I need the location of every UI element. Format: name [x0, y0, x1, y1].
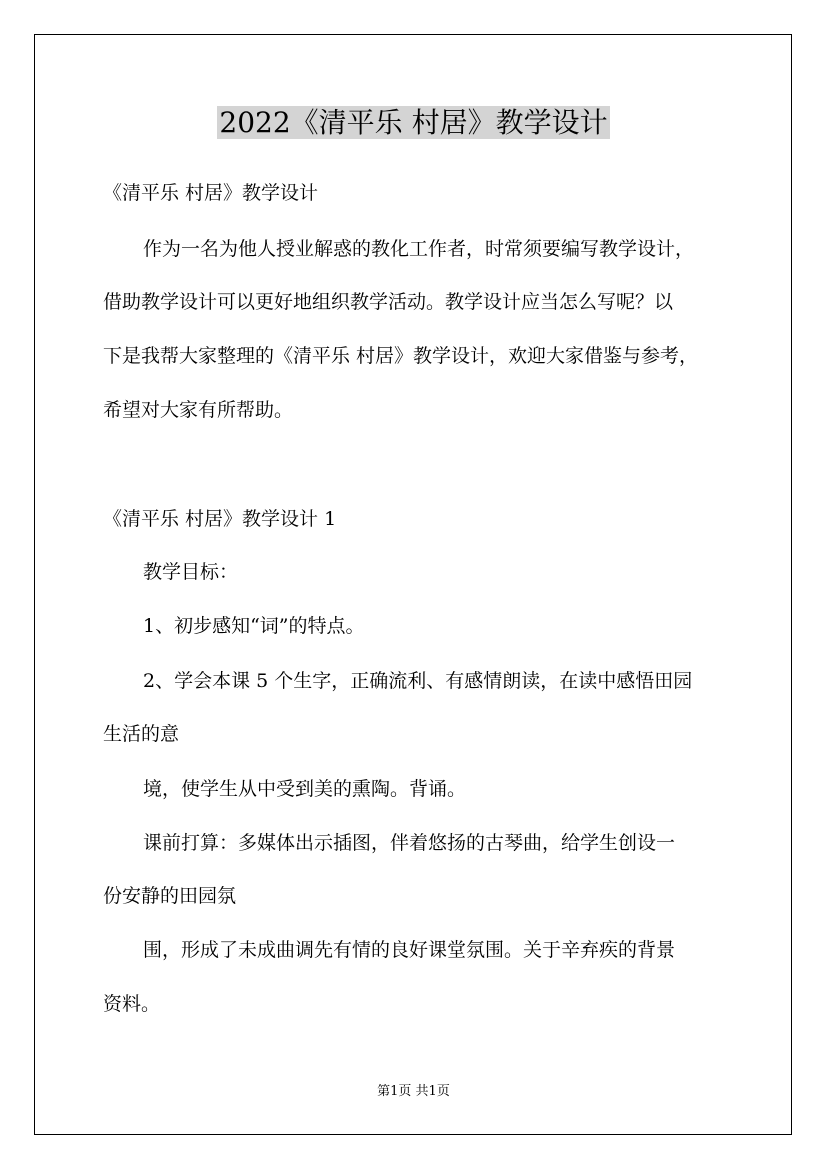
intro-line-1: 作为一名为他人授业解惑的教化工作者，时常须要编写教学设计， — [143, 238, 695, 260]
intro-line-3: 下是我帮大家整理的《清平乐 村居》教学设计，欢迎大家借鉴与参考， — [103, 345, 699, 367]
body-line-4: 生活的意 — [103, 723, 180, 745]
body-line-3: 2、学会本课 5 个生字，正确流利、有感情朗读，在读中感悟田园 — [143, 670, 693, 692]
body-line-7: 份安静的田园氛 — [103, 885, 237, 907]
intro-line-4: 希望对大家有所帮助。 — [103, 399, 294, 421]
page-footer: 第1页 共1页 — [377, 1084, 450, 1099]
body-line-5: 境，使学生从中受到美的熏陶。背诵。 — [143, 778, 467, 800]
body-line-1: 教学目标： — [143, 561, 239, 583]
body-line-6: 课前打算：多媒体出示插图，伴着悠扬的古琴曲，给学生创设一 — [143, 832, 676, 854]
document-title: 2022《清平乐 村居》教学设计 — [219, 106, 608, 139]
body-line-2: 1、初步感知“词”的特点。 — [143, 615, 365, 637]
section-heading: 《清平乐 村居》教学设计 1 — [103, 508, 337, 530]
subtitle: 《清平乐 村居》教学设计 — [103, 182, 319, 204]
body-line-9: 资料。 — [103, 993, 161, 1015]
body-line-8: 围，形成了未成曲调先有情的良好课堂氛围。关于辛弃疾的背景 — [143, 939, 676, 961]
intro-line-2: 借助教学设计可以更好地组织教学活动。教学设计应当怎么写呢？以 — [103, 291, 674, 313]
